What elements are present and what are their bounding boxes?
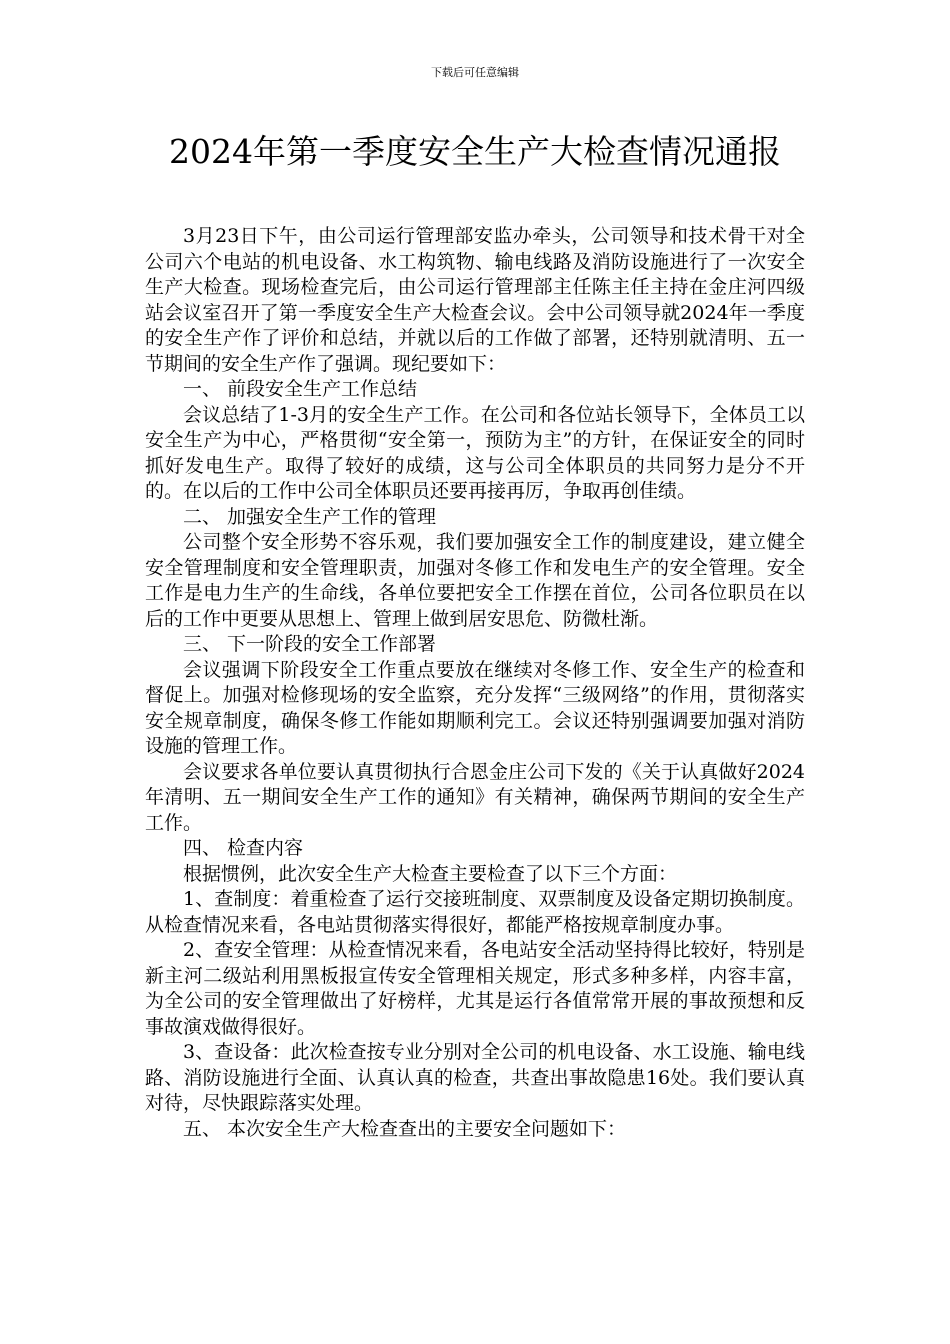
section-heading-3: 三、 下一阶段的安全工作部署 bbox=[183, 633, 437, 655]
section-heading-1: 一、 前段安全生产工作总结 bbox=[183, 378, 418, 400]
paragraph: 公司整个安全形势不容乐观，我们要加强安全工作的制度建设，建立健全安全管理制度和安全管理职责，加强对冬修工作和发电生产的安全管理。安全工作是电力生产的生命线，各单位要把安全工作摆在首位，公司各位职员在以后的工作中更要从思想上、管理上做到居安思危、防微杜渐。 bbox=[145, 531, 805, 630]
paragraph: 会议总结了1-3月的安全生产工作。在公司和各位站长领导下，全体员工以安全生产为中心，严格贯彻“安全第一，预防为主”的方针，在保证安全的同时抓好发电生产。取得了较好的成绩，这与公司全体职员的共同努力是分不开的。在以后的工作中公司全体职员还要再接再厉，争取再创佳绩。 bbox=[145, 403, 805, 502]
paragraph: 根据惯例，此次安全生产大检查主要检查了以下三个方面： bbox=[183, 862, 678, 885]
list-item: 1、查制度：着重检查了运行交接班制度、双票制度及设备定期切换制度。从检查情况来看，各电站贯彻落实得很好，都能严格按规章制度办事。 bbox=[145, 888, 805, 936]
paragraph: 会议强调下阶段安全工作重点要放在继续对冬修工作、安全生产的检查和督促上。加强对检修现场的安全监察，充分发挥“三级网络”的作用，贯彻落实安全规章制度，确保冬修工作能如期顺利完工。会议还特别强调要加强对消防设施的管理工作。 bbox=[145, 658, 805, 757]
list-item: 2、查安全管理：从检查情况来看，各电站安全活动坚持得比较好，特别是新主河二级站利用黑板报宣传安全管理相关规定，形式多种多样，内容丰富，为全公司的安全管理做出了好榜样，尤其是运行各值常常开展的事故预想和反事故演戏做得很好。 bbox=[145, 939, 805, 1038]
paragraph: 会议要求各单位要认真贯彻执行合恩金庄公司下发的《关于认真做好2024年清明、五一期间安全生产工作的通知》有关精神，确保两节期间的安全生产工作。 bbox=[145, 760, 805, 834]
document-title: 2024年第一季度安全生产大检查情况通报 bbox=[169, 132, 781, 171]
header-note: 下载后可任意编辑 bbox=[431, 66, 519, 79]
section-heading-5: 五、 本次安全生产大检查查出的主要安全问题如下： bbox=[183, 1117, 627, 1140]
section-heading-4: 四、 检查内容 bbox=[183, 837, 304, 859]
paragraph-intro: 3月23日下午，由公司运行管理部安监办牵头，公司领导和技术骨干对全公司六个电站的机电设备、水工构筑物、输电线路及消防设施进行了一次安全生产大检查。现场检查完后，由公司运行管理部主任陈主任主持在金庄河四级站会议室召开了第一季度安全生产大检查会议。会中公司领导就2024年一季度的安全生产作了评价和总结，并就以后的工作做了部署，还特别就清明、五一节期间的安全生产作了强调。现纪要如下： bbox=[145, 225, 805, 375]
section-heading-2: 二、 加强安全生产工作的管理 bbox=[183, 505, 437, 528]
list-item: 3、查设备：此次检查按专业分别对全公司的机电设备、水工设施、输电线路、消防设施进行全面、认真认真的检查，共查出事故隐患16处。我们要认真对待，尽快跟踪落实处理。 bbox=[145, 1041, 805, 1114]
document-body bbox=[145, 224, 805, 1142]
